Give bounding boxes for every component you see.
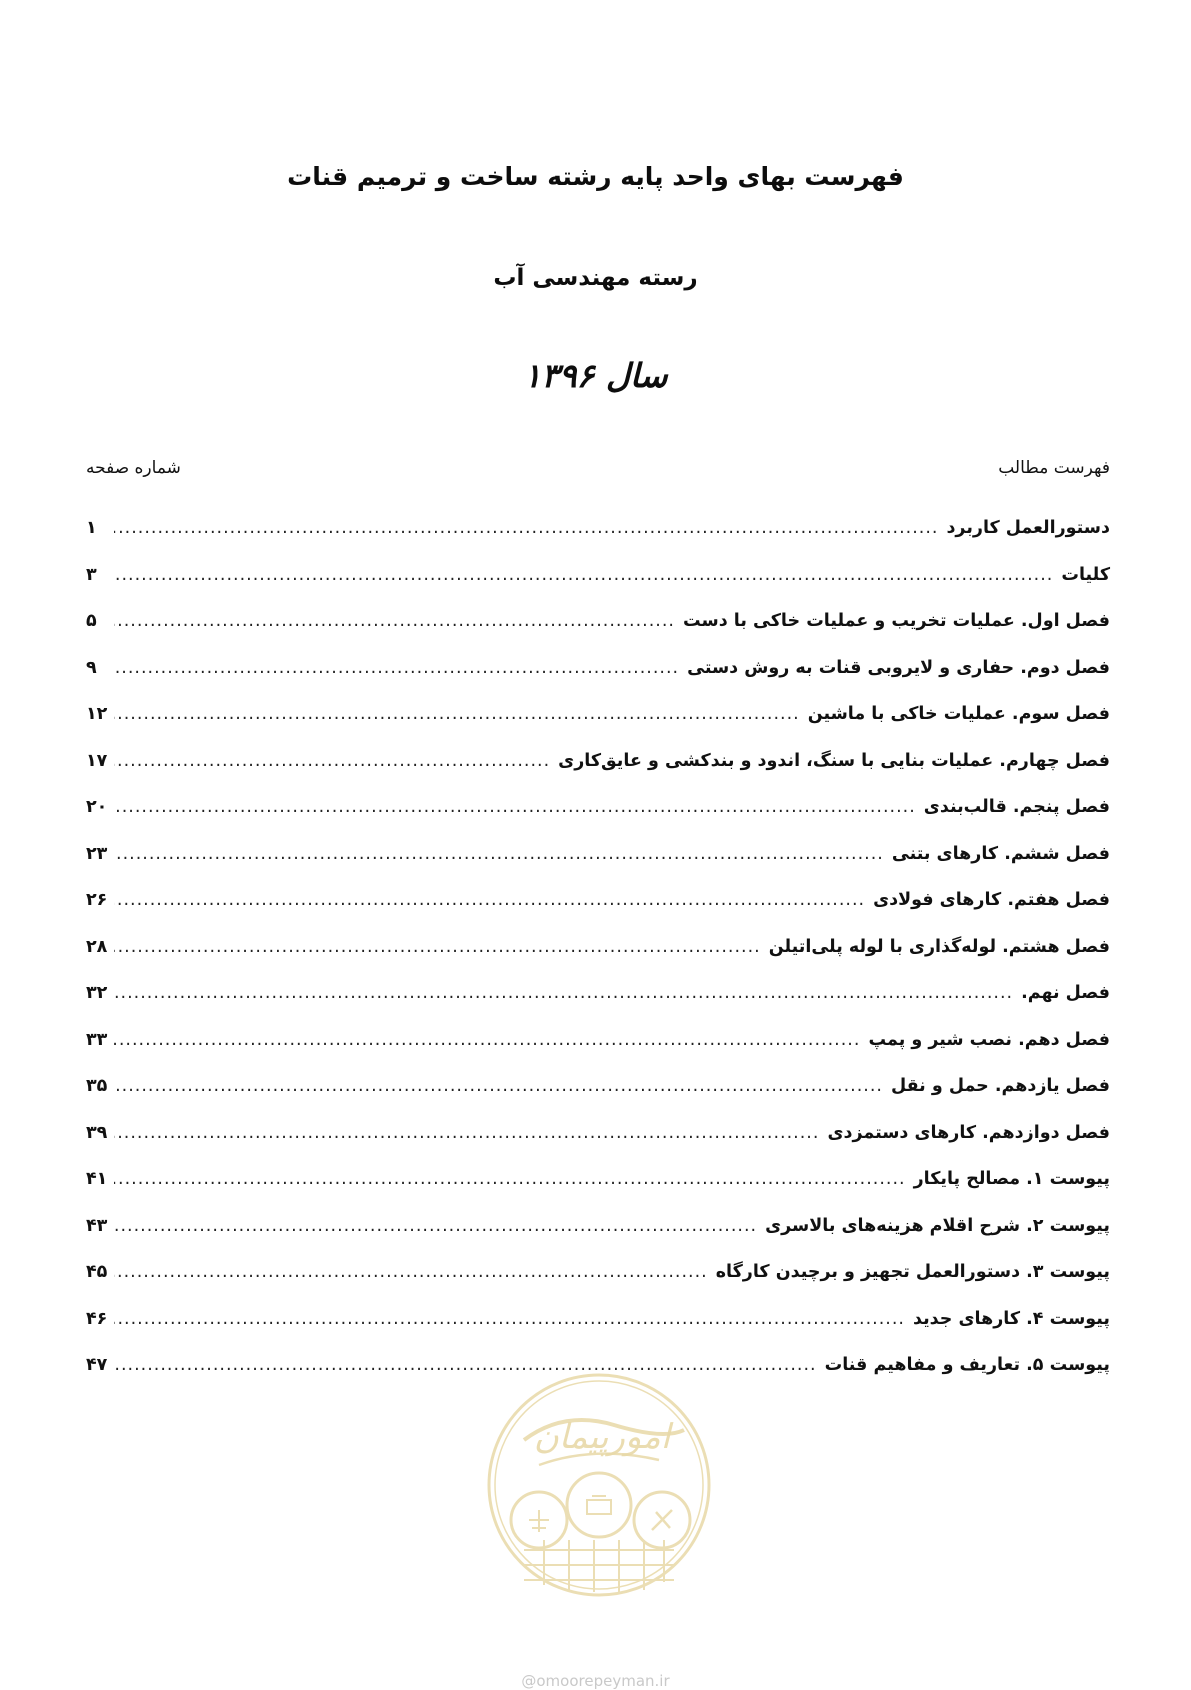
toc-page-number: ۲۸ (86, 936, 108, 957)
dot-leader (114, 1169, 906, 1189)
toc-entry[interactable] (86, 1262, 1110, 1309)
dot-leader (114, 1030, 860, 1050)
toc-entry[interactable] (86, 611, 1110, 658)
at-icon: @ (521, 1672, 537, 1690)
toc-entry-title: پیوست ۲. شرح اقلام هزینه‌های بالاسری (765, 1215, 1110, 1236)
toc-page-number: ۹ (86, 657, 97, 678)
dot-leader (114, 797, 916, 817)
toc-page-number: ۱۷ (86, 750, 108, 771)
watermark-seal (484, 1370, 714, 1600)
dot-leader (114, 565, 1053, 585)
toc-entry-title: فصل دوم. حفاری و لایروبی قنات به روش دستی (687, 657, 1110, 678)
toc-entry-title: فصل نهم. (1021, 983, 1110, 1003)
toc-entry[interactable] (86, 1030, 1110, 1077)
dot-leader (114, 1076, 883, 1096)
toc-entry-title: فصل پنجم. قالب‌بندی (923, 797, 1110, 817)
toc-page-number: ۴۶ (86, 1308, 108, 1329)
toc-entry-title: فصل ششم. کارهای بتنی (891, 843, 1110, 864)
dot-leader (114, 751, 550, 771)
toc-entry[interactable] (86, 751, 1110, 798)
toc-page-number: ۴۷ (86, 1355, 108, 1375)
toc-entry-title: فصل سوم. عملیات خاکی با ماشین (807, 704, 1110, 724)
toc-entry[interactable] (86, 797, 1110, 844)
toc-page-number: ۲۰ (86, 797, 108, 817)
toc-entry-title: فصل هشتم. لوله‌گذاری با لوله پلی‌اتیلن (768, 936, 1110, 957)
toc-entry-title: فصل دوازدهم. کارهای دستمزدی (827, 1122, 1110, 1143)
toc-entry[interactable] (86, 1309, 1110, 1356)
dot-leader (114, 983, 1013, 1003)
toc-entry[interactable] (86, 983, 1110, 1030)
watermark-url-text: omoorepeyman.ir (536, 1672, 670, 1690)
toc-entry-title: پیوست ۴. کارهای جدید (912, 1308, 1110, 1329)
toc-entry[interactable] (86, 1123, 1110, 1170)
toc-entry-title: فصل یازدهم. حمل و نقل (890, 1076, 1110, 1096)
toc-page-number: ۳۳ (86, 1029, 108, 1050)
seal-text: امورپیمان (533, 1417, 671, 1457)
toc-entry[interactable] (86, 844, 1110, 891)
toc-entry-title: فصل اول. عملیات تخریب و عملیات خاکی با دست (683, 611, 1110, 631)
toc-page-number: ۵ (86, 611, 97, 631)
toc-entry[interactable] (86, 1169, 1110, 1216)
toc-page-number: ۲۶ (86, 890, 108, 910)
toc-page-number: ۱ (86, 518, 97, 538)
contents-label: فهرست مطالب (998, 458, 1110, 478)
toc-entry[interactable] (86, 518, 1110, 565)
dot-leader (114, 658, 679, 678)
toc-page-number: ۴۳ (86, 1215, 108, 1236)
toc-header (86, 458, 1110, 484)
document-title: فهرست بهای واحد پایه رشته ساخت و ترمیم قنات (287, 162, 904, 191)
toc-entry-title: پیوست ۱. مصالح پایکار (913, 1169, 1110, 1189)
toc-entry[interactable] (86, 1076, 1110, 1123)
page-number-label: شماره صفحه (86, 458, 181, 478)
year-heading: سال ۱۳۹۶ (523, 356, 668, 395)
table-of-contents (86, 518, 1110, 1402)
toc-page-number: ۳۲ (86, 983, 108, 1003)
toc-page-number: ۱۲ (86, 704, 108, 724)
toc-page-number: ۳۹ (86, 1122, 108, 1143)
toc-entry-title: پیوست ۳. دستورالعمل تجهیز و برچیدن کارگاه (715, 1262, 1110, 1282)
toc-entry-title: فصل چهارم. عملیات بنایی با سنگ، اندود و بندکشی و عایق‌کاری (558, 750, 1110, 771)
toc-page-number: ۳ (86, 564, 97, 585)
toc-entry[interactable] (86, 937, 1110, 984)
dot-leader (114, 611, 675, 631)
toc-page-number: ۲۳ (86, 843, 108, 864)
dot-leader (114, 890, 865, 910)
toc-entry[interactable] (86, 704, 1110, 751)
toc-page-number: ۳۵ (86, 1076, 108, 1096)
toc-entry[interactable] (86, 1216, 1110, 1263)
toc-entry-title: پیوست ۵. تعاریف و مفاهیم قنات (824, 1355, 1110, 1375)
dot-leader (114, 1123, 819, 1143)
toc-entry-title: دستورالعمل کاربرد (946, 518, 1110, 538)
dot-leader (114, 518, 938, 538)
toc-entry-title: کلیات (1061, 564, 1110, 585)
toc-page-number: ۴۱ (86, 1169, 108, 1189)
dot-leader (114, 1309, 905, 1329)
discipline-heading: رسته مهندسی آب (493, 265, 698, 291)
watermark-url (0, 1672, 1191, 1690)
dot-leader (114, 1216, 757, 1236)
dot-leader (114, 844, 884, 864)
toc-entry-title: فصل دهم. نصب شیر و پمپ (868, 1029, 1110, 1050)
dot-leader (114, 937, 761, 957)
toc-entry[interactable] (86, 565, 1110, 612)
dot-leader (114, 1262, 708, 1282)
dot-leader (114, 704, 800, 724)
toc-entry[interactable] (86, 658, 1110, 705)
toc-entry-title: فصل هفتم. کارهای فولادی (873, 890, 1110, 910)
toc-entry[interactable] (86, 890, 1110, 937)
toc-page-number: ۴۵ (86, 1262, 108, 1282)
